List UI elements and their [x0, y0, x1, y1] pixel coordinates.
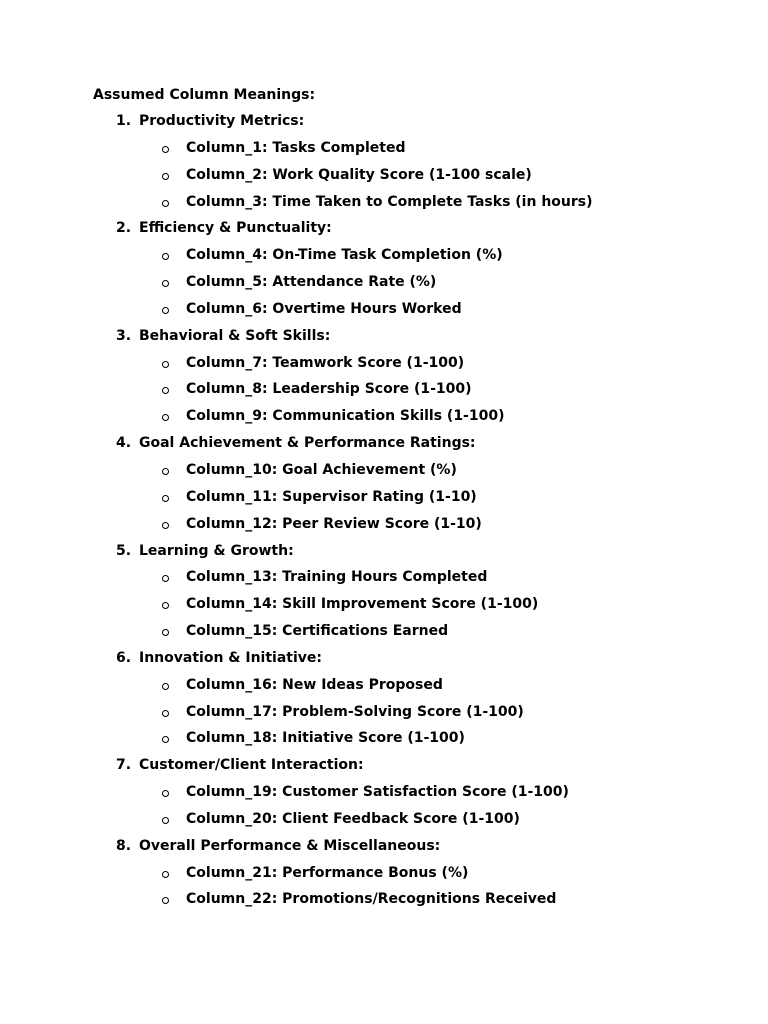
hollow-bullet-icon: [162, 253, 169, 260]
list-item: [0, 139, 768, 166]
list-item: [0, 595, 768, 622]
list-item-label: Column_9: Communication Skills (1-100): [186, 408, 505, 425]
section-title: Innovation & Initiative:: [139, 649, 322, 666]
list-item-label: Column_13: Training Hours Completed: [186, 569, 488, 586]
item-list: [0, 139, 768, 220]
section-header: [0, 542, 768, 569]
document-heading: Assumed Column Meanings:: [93, 87, 316, 103]
hollow-bullet-icon: [162, 414, 169, 421]
hollow-bullet-icon: [162, 307, 169, 314]
hollow-bullet-icon: [162, 871, 169, 878]
section-number: 5.: [116, 542, 132, 559]
section-8: [0, 837, 768, 918]
list-item-label: Column_4: On-Time Task Completion (%): [186, 247, 503, 264]
hollow-bullet-icon: [162, 146, 169, 153]
hollow-bullet-icon: [162, 575, 169, 582]
section-title: Behavioral & Soft Skills:: [139, 327, 331, 344]
list-item: [0, 300, 768, 327]
hollow-bullet-icon: [162, 736, 169, 743]
list-item-label: Column_19: Customer Satisfaction Score (1-100): [186, 784, 569, 801]
list-item: [0, 890, 768, 917]
section-number: 8.: [116, 837, 132, 854]
list-item-label: Column_18: Initiative Score (1-100): [186, 730, 465, 747]
list-item: [0, 622, 768, 649]
list-item: [0, 193, 768, 220]
section-header: [0, 434, 768, 461]
hollow-bullet-icon: [162, 200, 169, 207]
section-number: 4.: [116, 435, 132, 452]
list-item: [0, 515, 768, 542]
list-item-label: Column_14: Skill Improvement Score (1-100): [186, 596, 539, 613]
list-item: [0, 488, 768, 515]
list-item-label: Column_11: Supervisor Rating (1-10): [186, 488, 477, 505]
section-header: [0, 756, 768, 783]
section-title: Goal Achievement & Performance Ratings:: [139, 435, 476, 452]
section-header: [0, 837, 768, 864]
hollow-bullet-icon: [162, 173, 169, 180]
section-2: [0, 219, 768, 326]
item-list: [0, 676, 768, 757]
list-item-label: Column_12: Peer Review Score (1-10): [186, 515, 482, 532]
list-item-label: Column_1: Tasks Completed: [186, 139, 406, 156]
section-number: 1.: [116, 113, 132, 129]
section-number: 7.: [116, 757, 132, 774]
section-title: Overall Performance & Miscellaneous:: [139, 837, 441, 854]
list-item-label: Column_6: Overtime Hours Worked: [186, 300, 462, 317]
list-item: [0, 407, 768, 434]
list-item: [0, 461, 768, 488]
section-header: [0, 649, 768, 676]
section-header: [0, 112, 768, 139]
list-item-label: Column_20: Client Feedback Score (1-100): [186, 810, 520, 827]
list-item-label: Column_22: Promotions/Recognitions Received: [186, 891, 557, 908]
list-item: [0, 354, 768, 381]
list-item-label: Column_16: New Ideas Proposed: [186, 676, 443, 693]
section-3: [0, 327, 768, 434]
hollow-bullet-icon: [162, 495, 169, 502]
list-item: [0, 568, 768, 595]
hollow-bullet-icon: [162, 522, 169, 529]
item-list: [0, 461, 768, 542]
section-6: [0, 649, 768, 756]
item-list: [0, 783, 768, 837]
list-item-label: Column_3: Time Taken to Complete Tasks (in hours): [186, 193, 593, 210]
hollow-bullet-icon: [162, 683, 169, 690]
hollow-bullet-icon: [162, 817, 169, 824]
section-title: Productivity Metrics:: [139, 113, 305, 129]
section-title: Learning & Growth:: [139, 542, 294, 559]
section-header: [0, 219, 768, 246]
section-5: [0, 542, 768, 649]
list-item-label: Column_2: Work Quality Score (1-100 scale): [186, 166, 532, 183]
item-list: [0, 354, 768, 435]
section-1: [0, 112, 768, 219]
list-item: [0, 810, 768, 837]
list-item: [0, 246, 768, 273]
list-item-label: Column_5: Attendance Rate (%): [186, 274, 437, 291]
list-item: [0, 166, 768, 193]
section-header: [0, 327, 768, 354]
list-item: [0, 273, 768, 300]
list-item-label: Column_7: Teamwork Score (1-100): [186, 354, 465, 371]
hollow-bullet-icon: [162, 468, 169, 475]
list-item: [0, 703, 768, 730]
hollow-bullet-icon: [162, 387, 169, 394]
item-list: [0, 864, 768, 918]
section-list: [0, 112, 768, 917]
hollow-bullet-icon: [162, 897, 169, 904]
hollow-bullet-icon: [162, 629, 169, 636]
list-item: [0, 676, 768, 703]
list-item-label: Column_15: Certifications Earned: [186, 623, 449, 640]
list-item-label: Column_17: Problem-Solving Score (1-100): [186, 703, 524, 720]
item-list: [0, 246, 768, 327]
section-7: [0, 756, 768, 837]
hollow-bullet-icon: [162, 602, 169, 609]
hollow-bullet-icon: [162, 790, 169, 797]
section-title: Customer/Client Interaction:: [139, 757, 364, 774]
section-number: 3.: [116, 327, 132, 344]
hollow-bullet-icon: [162, 361, 169, 368]
list-item: [0, 380, 768, 407]
section-number: 2.: [116, 220, 132, 237]
item-list: [0, 568, 768, 649]
list-item: [0, 864, 768, 891]
section-title: Efficiency & Punctuality:: [139, 220, 332, 237]
list-item: [0, 783, 768, 810]
section-number: 6.: [116, 649, 132, 666]
section-4: [0, 434, 768, 541]
list-item-label: Column_21: Performance Bonus (%): [186, 864, 469, 881]
list-item-label: Column_8: Leadership Score (1-100): [186, 381, 472, 398]
hollow-bullet-icon: [162, 280, 169, 287]
hollow-bullet-icon: [162, 710, 169, 717]
list-item-label: Column_10: Goal Achievement (%): [186, 461, 457, 478]
list-item: [0, 729, 768, 756]
